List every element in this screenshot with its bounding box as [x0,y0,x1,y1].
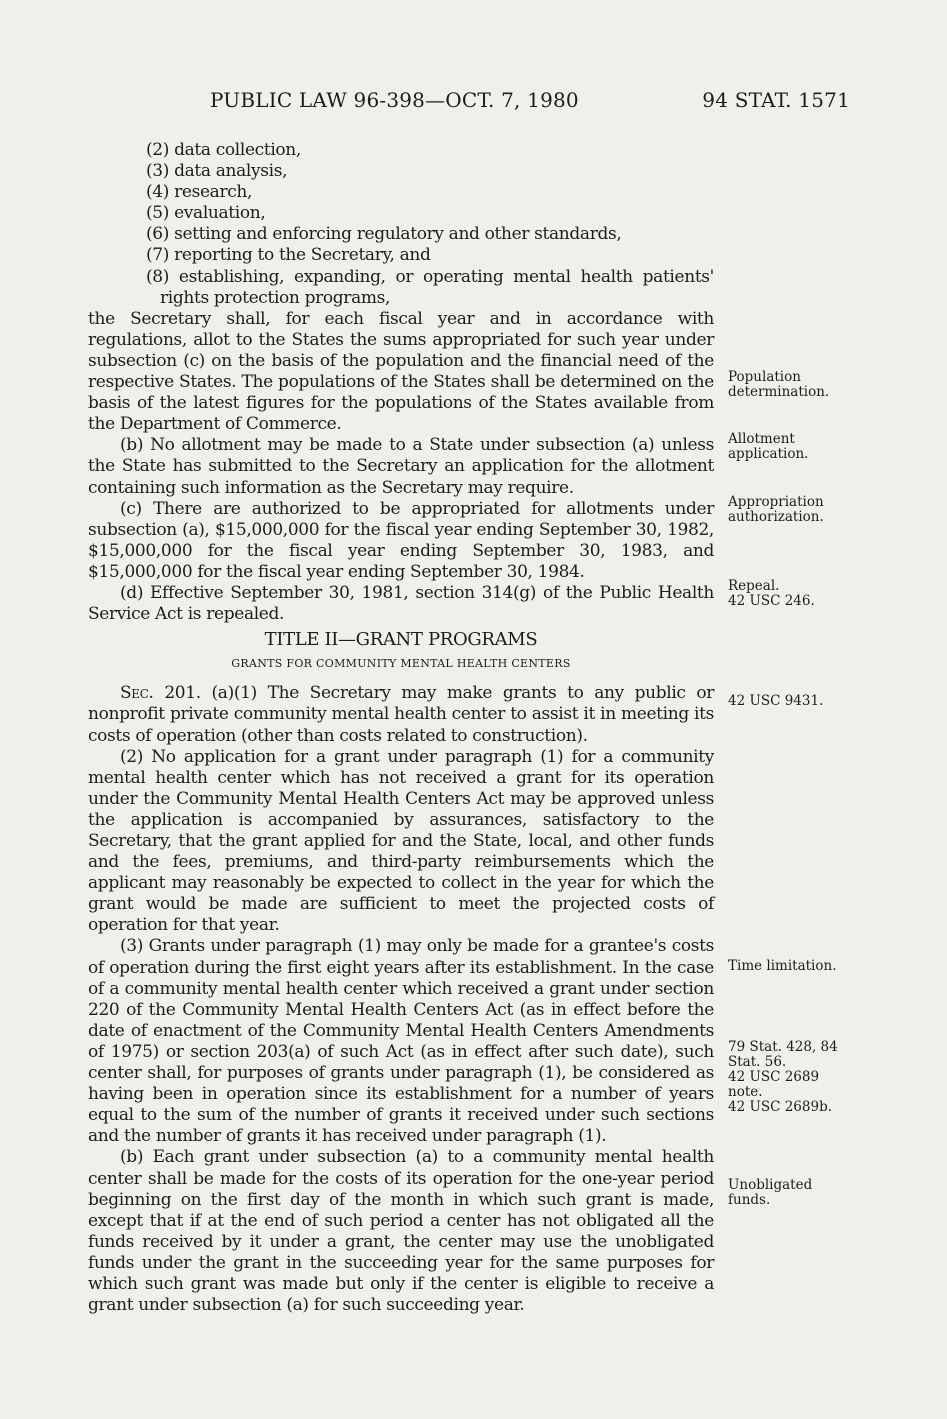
margin-note-population: Population determination. [728,369,830,400]
list-item: (8) establishing, expanding, or operating mental health patients' rights protection programs, [146,266,714,308]
title-heading: TITLE II—GRANT PROGRAMS [264,629,538,651]
margin-note-allotment: Allotment application. [728,431,809,462]
stat-page-number: 94 STAT. 1571 [702,88,850,112]
section-201-b: (b) Each grant under subsection (a) to a community mental health center shall be made for the costs of its operation for the one-year period beginning on the first day of the month in which such grant is made, except that if at the end of such period a center has not obligated all the funds received by it under a grant, the center may use the unobligated funds under the grant in the succeeding year for the same purposes for which such grant was made but only if the center is eligible to receive a grant under subsection (a) for such succeeding year. [88,1147,714,1316]
list-item: (7) reporting to the Secretary, and [146,245,431,266]
list-item: (2) data collection, [146,140,301,160]
section-201-a2: (2) No application for a grant under paragraph (1) for a community mental health center which has not received a grant for its operation under the Community Mental Health Centers Act may be approved unless the application is accompanied by assurances, satisfactory to the Secretary, that the grant applied for and the State, local, and other funds and the fees, premiums, and third-party reimbursements which the applicant may reasonably be expected to collect in the year for which the grant would be made are sufficient to meet the projected costs of operation for that year. [88,746,714,936]
section-201-a3: (3) Grants under paragraph (1) may only be made for a grantee's costs of operation during the first eight years after its establishment. In the case of a community mental health center which received a grant under section 220 of the Community Mental Health Centers Act (as in effect before the date of enactment of the Community Mental Health Centers Amendments of 1975) or section 203(a) of such Act (as in effect after such date), such center shall, for purposes of grants under paragraph (1), be considered as having been in operation since its establishment for a number of years equal to the sum of the number of grants it received under such sections and the number of grants it has received under paragraph (1). [88,936,714,1147]
statute-text [88,140,714,1316]
margin-note-usc-9431: 42 USC 9431. [728,693,824,709]
list-item: (4) research, [146,182,253,203]
section-subheading: GRANTS FOR COMMUNITY MENTAL HEALTH CENTERS [231,657,571,671]
margin-note-appropriation: Appropriation authorization. [728,494,824,525]
section-label: Sec [120,683,149,704]
page-header [210,88,850,118]
list-item: (6) setting and enforcing regulatory and other standards, [146,224,622,245]
section-201-text: . 201. (a)(1) The Secretary may make grants to any public or nonprofit private community mental health center to assist it in meeting its costs of operation (other than costs related to construction). [88,683,714,746]
paragraph-b: (b) No allotment may be made to a State under subsection (a) unless the State has submitted to the Secretary an application for the allotment containing such information as the Secretary may require. [88,435,714,498]
margin-note-repeal: Repeal. 42 USC 246. [728,578,815,609]
paragraph-allotment: the Secretary shall, for each fiscal year and in accordance with regulations, allot to the States the sums appropriated for such year under subsection (c) on the basis of the population and the financial need of the respective States. The populations of the States shall be determined on the basis of the latest figures for the populations of the States available from the Department of Commerce. [88,308,714,435]
list-item: (3) data analysis, [146,161,288,182]
margin-note-time-limitation: Time limitation. [728,958,837,974]
running-head: PUBLIC LAW 96-398—OCT. 7, 1980 [210,88,579,112]
margin-note-unobligated: Unobligated funds. [728,1177,813,1208]
section-201-a1 [88,683,714,746]
list-item: (5) evaluation, [146,203,266,224]
paragraph-c: (c) There are authorized to be appropriated for allotments under subsection (a), $15,000,000 for the fiscal year ending September 30, 1982, $15,000,000 for the fiscal year ending September 30, 1983, and $15,000,000 for the fiscal year ending September 30, 1984. [88,498,714,582]
paragraph-d: (d) Effective September 30, 1981, section 314(g) of the Public Health Service Act is repealed. [88,582,714,625]
margin-note-statutes: 79 Stat. 428, 84 Stat. 56. 42 USC 2689 note. 42 USC 2689b. [728,1039,838,1115]
